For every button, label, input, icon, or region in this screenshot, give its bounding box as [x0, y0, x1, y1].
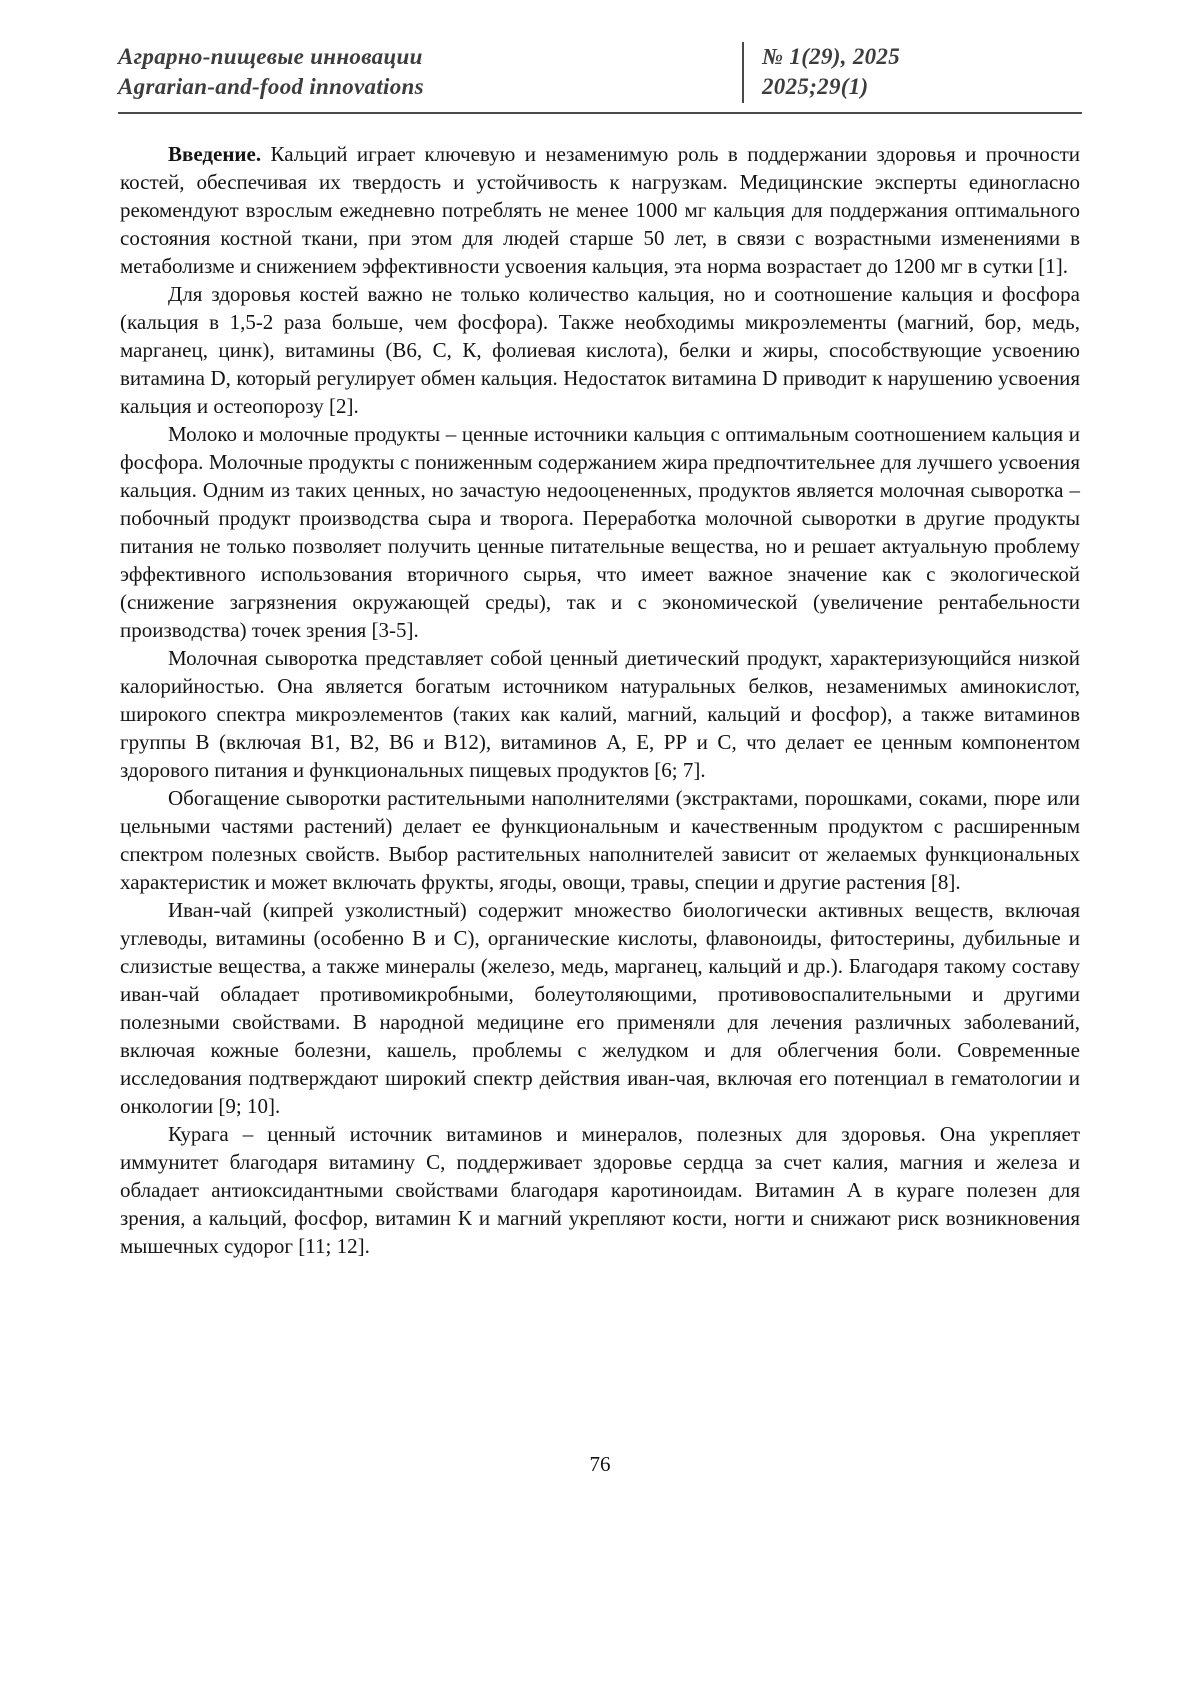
journal-title-en: Agrarian-and-food innovations	[118, 74, 424, 100]
paragraph-milk-whey: Молоко и молочные продукты – ценные источники кальция с оптимальным соотношением кальция и фосфора. Молочные продукты с пониженным содержанием жира предпочтительнее для лучшего усвоения кальция. Одним из таких ценных, но зачастую недооцененных, продуктов является молочная сыворотка – побочный продукт производства сыра и творога. Переработка молочной сыворотки в другие продукты питания не только позволяет получить ценные питательные вещества, но и решает актуальную проблему эффективного использования вторичного сырья, что имеет важное значение как с экологической (снижение загрязнения окружающей среды), так и с экономической (увеличение рентабельности производства) точек зрения [3-5].	[120, 422, 1080, 642]
page-header	[118, 42, 1082, 114]
paragraph-calcium-phosphorus: Для здоровья костей важно не только количество кальция, но и соотношение кальция и фосфора (кальция в 1,5-2 раза больше, чем фосфора). Также необходимы микроэлементы (магний, бор, медь, марганец, цинк), витамины (В6, С, К, фолиевая кислота), белки и жиры, способствующие усвоению витамина D, который регулирует обмен кальция. Недостаток витамина D приводит к нарушению усвоения кальция и остеопорозу [2].	[120, 282, 1080, 418]
paragraph-whey-properties: Молочная сыворотка представляет собой ценный диетический продукт, характеризующийся низкой калорийностью. Она является богатым источником натуральных белков, незаменимых аминокислот, широкого спектра микроэлементов (таких как калий, магний, кальций и фосфор), а также витаминов группы В (включая В1, В2, В6 и В12), витаминов А, Е, РР и С, что делает ее ценным компонентом здорового питания и функциональных пищевых продуктов [6; 7].	[120, 646, 1080, 782]
paragraph-dried-apricots: Курага – ценный источник витаминов и минералов, полезных для здоровья. Она укрепляет иммунитет благодаря витамину С, поддерживает здоровье сердца за счет калия, магния и железа и обладает антиоксидантными свойствами благодаря каротиноидам. Витамин А в кураге полезен для зрения, а кальций, фосфор, витамин К и магний укрепляют кости, ногти и снижают риск возникновения мышечных судорог [11; 12].	[120, 1122, 1080, 1258]
page-number: 76	[589, 1452, 611, 1476]
issue-number-en: 2025;29(1)	[762, 74, 869, 100]
page-footer	[0, 1452, 1200, 1477]
paragraph-text: Кальций играет ключевую и незаменимую роль в поддержании здоровья и прочности костей, обеспечивая их твердость и устойчивость к нагрузкам. Медицинские эксперты единогласно рекомендуют взрослым ежедневно потреблять не менее 1000 мг кальция для поддержания оптимального состояния костной ткани, при этом для людей старше 50 лет, в связи с возрастными изменениями в метаболизме и снижением эффективности усвоения кальция, эта норма возрастает до 1200 мг в сутки [1].	[120, 142, 1081, 278]
paragraph-ivan-chai: Иван-чай (кипрей узколистный) содержит множество биологически активных веществ, включая углеводы, витамины (особенно В и С), органические кислоты, флавоноиды, фитостерины, дубильные и слизистые вещества, а также минералы (железо, медь, марганец, кальций и др.). Благодаря такому составу иван-чай обладает противомикробными, болеутоляющими, противовоспалительными и другими полезными свойствами. В народной медицине его применяли для лечения различных заболеваний, включая кожные болезни, кашель, проблемы с желудком и для облегчения боли. Современные исследования подтверждают широкий спектр действия иван-чая, включая его потенциал в гематологии и онкологии [9; 10].	[120, 898, 1080, 1118]
journal-title-block	[118, 42, 742, 103]
paragraph-introduction	[120, 140, 1080, 280]
journal-title-ru: Аграрно-пищевые инновации	[118, 44, 423, 69]
issue-info-block	[742, 42, 1082, 103]
paragraph-plant-fillers: Обогащение сыворотки растительными наполнителями (экстрактами, порошками, соками, пюре или цельными частями растений) делает ее функциональным и качественным продуктом с расширенным спектром полезных свойств. Выбор растительных наполнителей зависит от желаемых функциональных характеристик и может включать фрукты, ягоды, овощи, травы, специи и другие растения [8].	[120, 786, 1080, 894]
introduction-label: Введение.	[168, 142, 262, 166]
article-body	[120, 140, 1080, 1260]
issue-number-ru: № 1(29), 2025	[762, 44, 901, 69]
